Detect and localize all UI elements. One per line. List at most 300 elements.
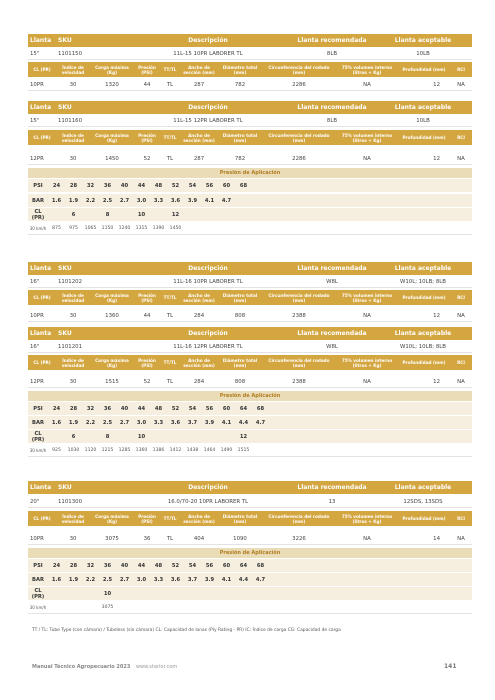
- kmh-cell: 1464: [203, 447, 216, 453]
- sub-prof: Profundidad (mm): [402, 360, 446, 365]
- psi-cell: 44: [137, 405, 146, 412]
- col-sku: SKU: [58, 484, 72, 491]
- rci-value: NA: [457, 155, 465, 162]
- vol-value: NA: [363, 81, 371, 88]
- presion-title: Presión de Aplicación: [28, 548, 472, 558]
- sub-vel: Índice de velocidad: [61, 357, 85, 368]
- tire-row: [28, 496, 472, 508]
- sub-prof: Profundidad (mm): [402, 135, 446, 140]
- website: www.starior.com: [135, 664, 178, 670]
- col-descripcion: Descripción: [188, 484, 228, 491]
- col-descripcion: Descripción: [188, 265, 228, 272]
- psi-cell: 68: [256, 405, 265, 412]
- cl-cell: 12: [239, 433, 248, 440]
- prof-value: 12: [433, 81, 440, 88]
- bar-row: [28, 416, 472, 429]
- prof-value: 14: [433, 535, 440, 542]
- cl-cell: 10: [137, 211, 146, 218]
- bar-cell: 3.3: [153, 576, 164, 583]
- sub-rci: RCI: [457, 360, 465, 365]
- kmh-cell: 875: [52, 225, 61, 231]
- sub-vel: Índice de velocidad: [61, 513, 85, 524]
- bar-cell: 4.7: [221, 197, 232, 204]
- kmh-cell: 1030: [67, 447, 80, 453]
- tttl-value: TL: [166, 378, 174, 385]
- presion-value: 44: [143, 81, 151, 88]
- bar-cell: 4.7: [255, 576, 266, 583]
- table-header: [28, 481, 472, 494]
- cl-value: 12PR: [30, 378, 44, 385]
- kmh-cell: 1315: [135, 225, 148, 231]
- vel-value: 30: [69, 312, 77, 319]
- col-aceptable: Llanta aceptable: [394, 484, 452, 491]
- bar-cell: 3.9: [204, 419, 215, 426]
- prof-value: 12: [433, 155, 440, 162]
- kmh-cell: 1285: [118, 447, 131, 453]
- tire-row: [28, 276, 472, 288]
- circ-value: 2286: [292, 155, 306, 162]
- aceptable-value: 10LB: [416, 50, 430, 57]
- bar-cell: 1.6: [51, 197, 62, 204]
- kmh-row: [28, 222, 472, 235]
- vol-value: NA: [363, 535, 371, 542]
- kmh-cell: 1120: [84, 447, 97, 453]
- bar-cell: 1.6: [51, 576, 62, 583]
- bar-cell: 3.9: [187, 197, 198, 204]
- bar-cell: 2.2: [85, 419, 96, 426]
- sub-rci: RCI: [457, 67, 465, 72]
- sub-tttl: TT/TL: [163, 135, 177, 140]
- rci-value: NA: [457, 378, 465, 385]
- footnote: TT / TL: Tube Type (con cámara) / Tubeless (sin cámara) CL: Capacidad de lonas (Ply Rating - PR) IC: Índice de carga CG: Capacidad de carga: [32, 628, 341, 633]
- presion-value: 36: [143, 535, 151, 542]
- psi-cell: 32: [86, 405, 95, 412]
- psi-cell: 28: [69, 405, 78, 412]
- psi-cell: 36: [103, 405, 112, 412]
- cl-cell: 10: [137, 433, 146, 440]
- bar-cell: 4.4: [238, 419, 249, 426]
- sub-presion: Presión (PSI): [138, 292, 156, 303]
- bar-row: [28, 573, 472, 586]
- sub-tttl: TT/TL: [163, 516, 177, 521]
- psi-cell: 48: [154, 182, 163, 189]
- sub-vol: 75% volumen interno (litros + Kg): [341, 64, 393, 75]
- recomendada-value: W8L: [326, 343, 338, 350]
- kmh-cell: 1390: [152, 225, 165, 231]
- recomendada-value: 13: [328, 498, 336, 505]
- sub-carga: Carga máxima (Kg): [95, 64, 129, 75]
- psi-cell: 64: [239, 562, 248, 569]
- circ-value: 2388: [292, 312, 306, 319]
- cl-label: CL (PR): [31, 430, 45, 443]
- vel-value: 30: [69, 535, 77, 542]
- kmh-row: [28, 601, 472, 614]
- sub-vol: 75% volumen interno (litros + Kg): [341, 357, 393, 368]
- sub-prof: Profundidad (mm): [402, 516, 446, 521]
- cl-cell: 6: [71, 211, 76, 218]
- diametro-value: 782: [234, 81, 246, 88]
- col-sku: SKU: [58, 265, 72, 272]
- table-header: [28, 101, 472, 114]
- sub-circ: Circunferencia del rodado (mm): [268, 132, 330, 143]
- sub-prof: Profundidad (mm): [402, 67, 446, 72]
- cl-value: 10PR: [30, 312, 44, 319]
- vel-value: 30: [69, 155, 77, 162]
- kmh-cell: 975: [69, 225, 78, 231]
- tire-row: [28, 115, 472, 127]
- cl-value: 10PR: [30, 535, 44, 542]
- kmh-cell: 1515: [237, 447, 250, 453]
- table-header: [28, 327, 472, 340]
- cl-row: [28, 430, 472, 443]
- ancho-value: 404: [193, 535, 205, 542]
- kmh-cell: 1438: [186, 447, 199, 453]
- sub-carga: Carga máxima (Kg): [95, 357, 129, 368]
- tttl-value: TL: [166, 81, 174, 88]
- psi-cell: 60: [222, 562, 231, 569]
- spec-row: [28, 310, 472, 322]
- psi-cell: 56: [205, 182, 214, 189]
- footer: [32, 664, 177, 670]
- col-llanta: Llanta: [30, 37, 52, 44]
- llanta-value: 16": [30, 278, 40, 285]
- vol-value: NA: [363, 155, 371, 162]
- bar-label: BAR: [32, 576, 44, 583]
- vol-value: NA: [363, 312, 371, 319]
- psi-cell: 48: [154, 405, 163, 412]
- sub-circ: Circunferencia del rodado (mm): [268, 513, 330, 524]
- tttl-value: TL: [166, 535, 174, 542]
- sku-value: 1101201: [58, 343, 83, 350]
- circ-value: 2388: [292, 378, 306, 385]
- descripcion-value: 11L-15 12PR LABORER TL: [173, 117, 243, 124]
- spec-header: [28, 130, 472, 145]
- spec-row: [28, 533, 472, 545]
- bar-cell: 3.0: [136, 197, 147, 204]
- page-number: 141: [444, 663, 457, 670]
- psi-cell: 32: [86, 182, 95, 189]
- sub-vol: 75% volumen interno (litros + Kg): [341, 292, 393, 303]
- descripcion-value: 11L-16 12PR LABORER TL: [173, 343, 243, 350]
- sub-vel: Índice de velocidad: [61, 292, 85, 303]
- sub-vol: 75% volumen interno (litros + Kg): [341, 513, 393, 524]
- psi-label: PSI: [33, 182, 43, 189]
- sub-rci: RCI: [457, 295, 465, 300]
- tire-row: [28, 341, 472, 353]
- spec-header: [28, 511, 472, 526]
- bar-cell: 2.2: [85, 197, 96, 204]
- carga-value: 1360: [105, 312, 119, 319]
- tttl-value: TL: [166, 312, 174, 319]
- psi-cell: 24: [52, 182, 61, 189]
- spec-row: [28, 79, 472, 91]
- sub-cl: CL (PR): [33, 67, 51, 72]
- sub-cl: CL (PR): [33, 295, 51, 300]
- psi-cell: 40: [120, 562, 129, 569]
- col-recomendada: Llanta recomendada: [297, 37, 367, 44]
- sub-ancho: Ancho de sección (mm): [183, 513, 215, 524]
- cl-cell: 12: [171, 211, 180, 218]
- rci-value: NA: [457, 535, 465, 542]
- sub-circ: Circunferencia del rodado (mm): [268, 357, 330, 368]
- kmh-label: 30 km/h: [29, 225, 47, 231]
- bar-cell: 1.6: [51, 419, 62, 426]
- bar-cell: 3.7: [187, 419, 198, 426]
- vol-value: NA: [363, 378, 371, 385]
- sku-value: 1101150: [58, 50, 83, 57]
- presion-value: 52: [143, 378, 151, 385]
- spec-row: [28, 153, 472, 165]
- sub-ancho: Ancho de sección (mm): [183, 132, 215, 143]
- llanta-value: 15": [30, 117, 40, 124]
- psi-row: [28, 402, 472, 415]
- col-descripcion: Descripción: [188, 104, 228, 111]
- col-aceptable: Llanta aceptable: [394, 104, 452, 111]
- sub-diametro: Diámetro total (mm): [222, 292, 258, 303]
- aceptable-value: W10L; 10LB; 8LB: [400, 278, 446, 285]
- sub-presion: Presión (PSI): [138, 132, 156, 143]
- psi-cell: 36: [103, 562, 112, 569]
- spec-header: [28, 290, 472, 305]
- col-recomendada: Llanta recomendada: [297, 484, 367, 491]
- col-recomendada: Llanta recomendada: [297, 265, 367, 272]
- sub-presion: Presión (PSI): [138, 64, 156, 75]
- col-sku: SKU: [58, 37, 72, 44]
- psi-row: [28, 559, 472, 572]
- bar-cell: 4.1: [221, 419, 232, 426]
- col-llanta: Llanta: [30, 265, 52, 272]
- col-descripcion: Descripción: [188, 330, 228, 337]
- psi-cell: 54: [188, 182, 197, 189]
- sub-carga: Carga máxima (Kg): [95, 132, 129, 143]
- col-aceptable: Llanta aceptable: [394, 330, 452, 337]
- sub-diametro: Diámetro total (mm): [222, 357, 258, 368]
- psi-cell: 64: [239, 405, 248, 412]
- descripcion-value: 11L-15 10PR LABORER TL: [173, 50, 243, 57]
- psi-cell: 68: [256, 562, 265, 569]
- sub-presion: Presión (PSI): [138, 513, 156, 524]
- diametro-value: 782: [234, 155, 246, 162]
- sub-ancho: Ancho de sección (mm): [183, 292, 215, 303]
- bar-cell: 1.9: [68, 197, 79, 204]
- sub-diametro: Diámetro total (mm): [222, 513, 258, 524]
- sku-value: 1101160: [58, 117, 83, 124]
- bar-cell: 3.0: [136, 419, 147, 426]
- table-header: [28, 262, 472, 275]
- psi-cell: 60: [222, 405, 231, 412]
- bar-cell: 2.2: [85, 576, 96, 583]
- bar-cell: 3.3: [153, 197, 164, 204]
- sub-cl: CL (PR): [33, 135, 51, 140]
- cl-label: CL (PR): [31, 587, 45, 600]
- col-llanta: Llanta: [30, 484, 52, 491]
- psi-cell: 56: [205, 562, 214, 569]
- descripcion-value: 16.0/70-20 10PR LABORER TL: [167, 498, 249, 505]
- sub-rci: RCI: [457, 135, 465, 140]
- aceptable-value: 12SDS, 13SDS: [403, 498, 443, 505]
- diametro-value: 808: [234, 378, 246, 385]
- presion-value: 52: [143, 155, 151, 162]
- psi-cell: 44: [137, 182, 146, 189]
- bar-cell: 3.9: [204, 576, 215, 583]
- psi-label: PSI: [33, 562, 43, 569]
- kmh-cell: 1215: [101, 447, 114, 453]
- kmh-row: [28, 444, 472, 457]
- bar-cell: 4.7: [255, 419, 266, 426]
- tire-row: [28, 48, 472, 60]
- spec-header: [28, 62, 472, 77]
- bar-cell: 3.6: [170, 419, 181, 426]
- psi-cell: 32: [86, 562, 95, 569]
- psi-cell: 24: [52, 405, 61, 412]
- psi-cell: 36: [103, 182, 112, 189]
- bar-cell: 2.5: [102, 419, 113, 426]
- diametro-value: 808: [234, 312, 246, 319]
- spec-header: [28, 355, 472, 370]
- cl-row: [28, 208, 472, 221]
- col-recomendada: Llanta recomendada: [297, 330, 367, 337]
- sub-carga: Carga máxima (Kg): [95, 292, 129, 303]
- manual-title: Manual Técnico Agropecuario 2023: [32, 664, 131, 670]
- carga-value: 1450: [105, 155, 119, 162]
- sub-cl: CL (PR): [33, 516, 51, 521]
- bar-label: BAR: [32, 419, 44, 426]
- kmh-cell: 1412: [169, 447, 182, 453]
- psi-cell: 60: [222, 182, 231, 189]
- sub-tttl: TT/TL: [163, 360, 177, 365]
- psi-row: [28, 179, 472, 192]
- carga-value: 3075: [105, 535, 119, 542]
- cl-cell: 8: [105, 433, 110, 440]
- kmh-label: 30 km/h: [29, 604, 47, 610]
- presion-title: Presión de Aplicación: [28, 168, 472, 178]
- sku-value: 1101202: [58, 278, 83, 285]
- ancho-value: 284: [193, 378, 205, 385]
- kmh-label: 30 km/h: [29, 447, 47, 453]
- psi-cell: 68: [239, 182, 248, 189]
- psi-cell: 28: [69, 562, 78, 569]
- vel-value: 30: [69, 378, 77, 385]
- kmh-cell: 1150: [101, 225, 114, 231]
- recomendada-value: 8LB: [326, 117, 338, 124]
- psi-cell: 54: [188, 405, 197, 412]
- bar-cell: 2.7: [119, 576, 130, 583]
- sub-vol: 75% volumen interno (litros + Kg): [341, 132, 393, 143]
- psi-cell: 28: [69, 182, 78, 189]
- psi-cell: 40: [120, 182, 129, 189]
- col-aceptable: Llanta aceptable: [394, 265, 452, 272]
- ancho-value: 287: [193, 155, 205, 162]
- presion-value: 44: [143, 312, 151, 319]
- psi-cell: 52: [171, 405, 180, 412]
- sub-ancho: Ancho de sección (mm): [183, 64, 215, 75]
- kmh-cell: 1490: [220, 447, 233, 453]
- recomendada-value: W8L: [326, 278, 338, 285]
- kmh-cell: 1240: [118, 225, 131, 231]
- circ-value: 3226: [292, 535, 306, 542]
- tttl-value: TL: [166, 155, 174, 162]
- psi-cell: 24: [52, 562, 61, 569]
- kmh-cell: 1386: [152, 447, 165, 453]
- llanta-value: 20": [30, 498, 40, 505]
- col-aceptable: Llanta aceptable: [394, 37, 452, 44]
- sub-ancho: Ancho de sección (mm): [183, 357, 215, 368]
- sub-vel: Índice de velocidad: [61, 64, 85, 75]
- bar-label: BAR: [32, 197, 44, 204]
- bar-cell: 3.6: [170, 197, 181, 204]
- col-llanta: Llanta: [30, 330, 52, 337]
- sub-vel: Índice de velocidad: [61, 132, 85, 143]
- sub-tttl: TT/TL: [163, 67, 177, 72]
- kmh-cell: 1360: [135, 447, 148, 453]
- kmh-cell: 1450: [169, 225, 182, 231]
- psi-cell: 54: [188, 562, 197, 569]
- bar-cell: 2.7: [119, 419, 130, 426]
- aceptable-value: 10LB: [416, 117, 430, 124]
- kmh-cell: 3075: [101, 604, 114, 610]
- aceptable-value: W10L; 10LB; 8LB: [400, 343, 446, 350]
- cl-label: CL (PR): [31, 208, 45, 221]
- diametro-value: 1090: [233, 535, 247, 542]
- bar-cell: 3.3: [153, 419, 164, 426]
- col-sku: SKU: [58, 330, 72, 337]
- rci-value: NA: [457, 312, 465, 319]
- carga-value: 1320: [105, 81, 119, 88]
- recomendada-value: 8LB: [326, 50, 338, 57]
- circ-value: 2286: [292, 81, 306, 88]
- psi-cell: 52: [171, 182, 180, 189]
- ancho-value: 287: [193, 81, 205, 88]
- llanta-value: 15": [30, 50, 40, 57]
- sub-prof: Profundidad (mm): [402, 295, 446, 300]
- bar-cell: 3.6: [170, 576, 181, 583]
- bar-cell: 2.5: [102, 576, 113, 583]
- table-header: [28, 34, 472, 47]
- sub-tttl: TT/TL: [163, 295, 177, 300]
- prof-value: 12: [433, 312, 440, 319]
- sub-diametro: Diámetro total (mm): [222, 64, 258, 75]
- cl-value: 12PR: [30, 155, 44, 162]
- bar-cell: 3.7: [187, 576, 198, 583]
- col-recomendada: Llanta recomendada: [297, 104, 367, 111]
- sub-carga: Carga máxima (Kg): [95, 513, 129, 524]
- psi-cell: 52: [171, 562, 180, 569]
- sub-diametro: Diámetro total (mm): [222, 132, 258, 143]
- bar-cell: 3.0: [136, 576, 147, 583]
- psi-cell: 56: [205, 405, 214, 412]
- col-descripcion: Descripción: [188, 37, 228, 44]
- cl-cell: 6: [71, 433, 76, 440]
- col-llanta: Llanta: [30, 104, 52, 111]
- bar-cell: 4.1: [204, 197, 215, 204]
- psi-cell: 44: [137, 562, 146, 569]
- sub-cl: CL (PR): [33, 360, 51, 365]
- psi-cell: 40: [120, 405, 129, 412]
- bar-cell: 2.7: [119, 197, 130, 204]
- bar-cell: 4.1: [221, 576, 232, 583]
- spec-row: [28, 376, 472, 388]
- descripcion-value: 11L-16 10PR LABORER TL: [173, 278, 243, 285]
- carga-value: 1515: [105, 378, 119, 385]
- psi-label: PSI: [33, 405, 43, 412]
- sub-circ: Circunferencia del rodado (mm): [268, 292, 330, 303]
- bar-cell: 1.9: [68, 576, 79, 583]
- bar-row: [28, 194, 472, 207]
- sub-rci: RCI: [457, 516, 465, 521]
- sku-value: 1101300: [58, 498, 83, 505]
- rci-value: NA: [457, 81, 465, 88]
- cl-cell: 8: [105, 211, 110, 218]
